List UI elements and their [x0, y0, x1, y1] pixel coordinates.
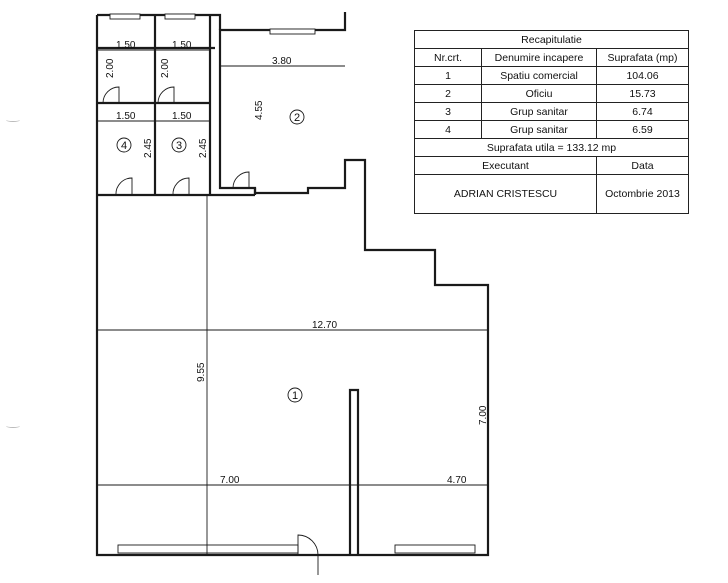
dim-label: 2.00	[160, 58, 171, 78]
scan-mark	[6, 118, 20, 122]
door	[158, 87, 174, 103]
row-name: Oficiu	[482, 85, 597, 103]
window	[270, 29, 315, 34]
header-nr: Nr.crt.	[415, 49, 482, 67]
executant-label: Executant	[415, 157, 597, 175]
date-value: Octombrie 2013	[597, 175, 689, 214]
door	[116, 178, 132, 195]
dim-label: 1.50	[116, 111, 136, 122]
row-area: 104.06	[597, 67, 689, 85]
date-label: Data	[597, 157, 689, 175]
row-area: 6.59	[597, 121, 689, 139]
window	[165, 14, 195, 19]
dim-label: 1.50	[172, 111, 192, 122]
recap-table	[414, 30, 689, 214]
table-row	[415, 67, 689, 85]
table-header-row	[415, 49, 689, 67]
door	[173, 178, 189, 195]
window	[118, 545, 298, 553]
door	[233, 172, 249, 188]
total-area: Suprafata utila = 133.12 mp	[415, 139, 689, 157]
room-number: 2	[294, 112, 301, 124]
room-number: 1	[292, 390, 299, 402]
row-nr: 4	[415, 121, 482, 139]
door	[103, 87, 119, 103]
dim-label: 3.80	[272, 56, 292, 67]
dim-label: 2.45	[143, 138, 154, 158]
dim-label: 4.70	[447, 475, 467, 486]
header-area: Suprafata (mp)	[597, 49, 689, 67]
row-name: Grup sanitar	[482, 103, 597, 121]
dim-label: 12.70	[312, 320, 338, 331]
dim-label: 4.55	[254, 100, 265, 120]
table-title: Recapitulatie	[415, 31, 689, 49]
header-name: Denumire incapere	[482, 49, 597, 67]
row-nr: 1	[415, 67, 482, 85]
row-nr: 2	[415, 85, 482, 103]
row-nr: 3	[415, 103, 482, 121]
room-number: 3	[176, 140, 183, 152]
room-number: 4	[121, 140, 128, 152]
entrance-door	[298, 535, 318, 555]
dim-label: 9.55	[196, 362, 207, 382]
row-area: 15.73	[597, 85, 689, 103]
dim-label: 7.00	[478, 405, 489, 425]
row-area: 6.74	[597, 103, 689, 121]
dim-label: 2.45	[198, 138, 209, 158]
dim-label: 1.50	[116, 40, 136, 51]
dim-label: 1.50	[172, 40, 192, 51]
window	[110, 14, 140, 19]
row-name: Grup sanitar	[482, 121, 597, 139]
dim-label: 7.00	[220, 475, 240, 486]
dim-label: 2.00	[105, 58, 116, 78]
row-name: Spatiu comercial	[482, 67, 597, 85]
window	[395, 545, 475, 553]
executant-name: ADRIAN CRISTESCU	[415, 175, 597, 214]
scan-mark	[6, 424, 20, 428]
table-row	[415, 103, 689, 121]
table-row	[415, 121, 689, 139]
table-row	[415, 85, 689, 103]
